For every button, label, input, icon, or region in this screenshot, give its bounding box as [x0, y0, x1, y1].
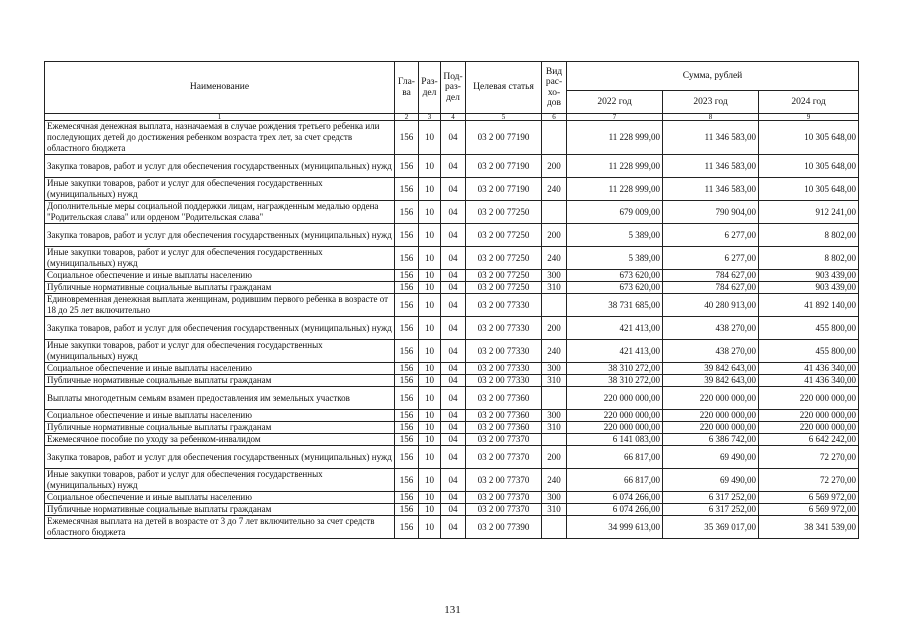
row-target: 03 2 00 77370: [466, 469, 542, 492]
table-row: [45, 434, 859, 446]
row-podrazdel: 04: [441, 201, 466, 224]
row-target: 03 2 00 77330: [466, 340, 542, 363]
row-name: Иные закупки товаров, работ и услуг для обеспечения государственных (муниципальных) нужд: [45, 247, 395, 270]
column-numbers-row: [45, 114, 859, 121]
row-target: 03 2 00 77250: [466, 247, 542, 270]
row-vid: 300: [542, 363, 567, 375]
row-amount-2023: 784 627,00: [663, 270, 759, 282]
row-amount-2023: 40 280 913,00: [663, 294, 759, 317]
row-target: 03 2 00 77250: [466, 224, 542, 247]
row-razdel: 10: [419, 410, 441, 422]
column-number: 8: [663, 114, 759, 121]
row-amount-2023: 220 000 000,00: [663, 422, 759, 434]
table-row: [45, 294, 859, 317]
row-vid: 240: [542, 469, 567, 492]
row-amount-2022: 220 000 000,00: [567, 387, 663, 410]
row-vid: 200: [542, 317, 567, 340]
row-name: Единовременная денежная выплата женщинам, родившим первого ребенка в возрасте от 18 до 25 лет включительно: [45, 294, 395, 317]
budget-table-container: [44, 61, 858, 539]
row-vid: [542, 201, 567, 224]
row-name: Закупка товаров, работ и услуг для обеспечения государственных (муниципальных) нужд: [45, 446, 395, 469]
row-amount-2023: 438 270,00: [663, 317, 759, 340]
row-razdel: 10: [419, 201, 441, 224]
row-razdel: 10: [419, 446, 441, 469]
row-amount-2022: 421 413,00: [567, 317, 663, 340]
table-row: [45, 247, 859, 270]
row-razdel: 10: [419, 434, 441, 446]
row-glava: 156: [395, 294, 419, 317]
column-number: 6: [542, 114, 567, 121]
row-razdel: 10: [419, 504, 441, 516]
row-amount-2024: 220 000 000,00: [759, 410, 859, 422]
row-amount-2022: 421 413,00: [567, 340, 663, 363]
row-amount-2022: 38 731 685,00: [567, 294, 663, 317]
row-name: Закупка товаров, работ и услуг для обеспечения государственных (муниципальных) нужд: [45, 317, 395, 340]
row-podrazdel: 04: [441, 504, 466, 516]
table-row: [45, 340, 859, 363]
row-target: 03 2 00 77360: [466, 387, 542, 410]
row-amount-2022: 220 000 000,00: [567, 410, 663, 422]
row-podrazdel: 04: [441, 155, 466, 178]
table-row: [45, 282, 859, 294]
table-row: [45, 155, 859, 178]
row-amount-2024: 912 241,00: [759, 201, 859, 224]
row-podrazdel: 04: [441, 340, 466, 363]
row-amount-2022: 6 141 083,00: [567, 434, 663, 446]
row-vid: [542, 294, 567, 317]
row-razdel: 10: [419, 294, 441, 317]
row-amount-2024: 8 802,00: [759, 224, 859, 247]
row-podrazdel: 04: [441, 492, 466, 504]
row-name: Публичные нормативные социальные выплаты гражданам: [45, 375, 395, 387]
row-amount-2024: 72 270,00: [759, 446, 859, 469]
row-amount-2022: 38 310 272,00: [567, 363, 663, 375]
row-target: 03 2 00 77360: [466, 410, 542, 422]
row-razdel: 10: [419, 121, 441, 155]
row-razdel: 10: [419, 516, 441, 539]
row-amount-2023: 6 317 252,00: [663, 504, 759, 516]
row-name: Выплаты многодетным семьям взамен предоставления им земельных участков: [45, 387, 395, 410]
row-target: 03 2 00 77370: [466, 434, 542, 446]
row-vid: 300: [542, 270, 567, 282]
row-razdel: 10: [419, 375, 441, 387]
row-glava: 156: [395, 516, 419, 539]
row-glava: 156: [395, 375, 419, 387]
row-razdel: 10: [419, 340, 441, 363]
header-podrazdel: Под-раз-дел: [441, 62, 466, 114]
row-name: Ежемесячная выплата на детей в возрасте от 3 до 7 лет включительно за счет средств областного бюджета: [45, 516, 395, 539]
row-razdel: 10: [419, 422, 441, 434]
table-row: [45, 516, 859, 539]
row-name: Иные закупки товаров, работ и услуг для обеспечения государственных (муниципальных) нужд: [45, 469, 395, 492]
row-podrazdel: 04: [441, 317, 466, 340]
row-vid: [542, 121, 567, 155]
row-glava: 156: [395, 340, 419, 363]
row-glava: 156: [395, 446, 419, 469]
row-name: Социальное обеспечение и иные выплаты населению: [45, 492, 395, 504]
row-amount-2024: 10 305 648,00: [759, 155, 859, 178]
row-name: Социальное обеспечение и иные выплаты населению: [45, 270, 395, 282]
row-amount-2023: 784 627,00: [663, 282, 759, 294]
row-podrazdel: 04: [441, 446, 466, 469]
table-row: [45, 410, 859, 422]
row-target: 03 2 00 77190: [466, 155, 542, 178]
row-glava: 156: [395, 282, 419, 294]
row-vid: 200: [542, 155, 567, 178]
table-row: [45, 422, 859, 434]
row-name: Ежемесячная денежная выплата, назначаемая в случае рождения третьего ребенка или последующих детей до достижения ребенком возраста трех лет, за счет средств областного бюджета: [45, 121, 395, 155]
row-vid: 240: [542, 247, 567, 270]
row-podrazdel: 04: [441, 469, 466, 492]
column-number: 4: [441, 114, 466, 121]
row-glava: 156: [395, 201, 419, 224]
row-name: Публичные нормативные социальные выплаты гражданам: [45, 282, 395, 294]
row-vid: 300: [542, 410, 567, 422]
table-row: [45, 317, 859, 340]
row-amount-2022: 6 074 266,00: [567, 504, 663, 516]
table-header: [45, 62, 859, 121]
row-vid: 300: [542, 492, 567, 504]
row-amount-2022: 6 074 266,00: [567, 492, 663, 504]
header-year-2023: 2023 год: [663, 91, 759, 114]
row-vid: 310: [542, 375, 567, 387]
row-razdel: 10: [419, 282, 441, 294]
row-amount-2024: 6 642 242,00: [759, 434, 859, 446]
row-razdel: 10: [419, 387, 441, 410]
row-glava: 156: [395, 363, 419, 375]
row-target: 03 2 00 77250: [466, 201, 542, 224]
row-podrazdel: 04: [441, 516, 466, 539]
row-glava: 156: [395, 247, 419, 270]
table-row: [45, 224, 859, 247]
table-row: [45, 446, 859, 469]
row-razdel: 10: [419, 224, 441, 247]
row-razdel: 10: [419, 492, 441, 504]
row-glava: 156: [395, 178, 419, 201]
row-razdel: 10: [419, 469, 441, 492]
row-amount-2022: 5 389,00: [567, 247, 663, 270]
row-name: Социальное обеспечение и иные выплаты населению: [45, 410, 395, 422]
row-vid: [542, 387, 567, 410]
row-amount-2024: 38 341 539,00: [759, 516, 859, 539]
row-amount-2022: 5 389,00: [567, 224, 663, 247]
row-target: 03 2 00 77370: [466, 446, 542, 469]
row-target: 03 2 00 77370: [466, 504, 542, 516]
row-glava: 156: [395, 224, 419, 247]
row-amount-2022: 673 620,00: [567, 270, 663, 282]
row-vid: 310: [542, 282, 567, 294]
row-glava: 156: [395, 155, 419, 178]
row-target: 03 2 00 77330: [466, 375, 542, 387]
row-name: Дополнительные меры социальной поддержки лицам, награжденным медалью ордена "Родительская слава" или орденом "Родительская слава": [45, 201, 395, 224]
row-amount-2024: 10 305 648,00: [759, 178, 859, 201]
row-podrazdel: 04: [441, 224, 466, 247]
row-glava: 156: [395, 469, 419, 492]
column-number: 9: [759, 114, 859, 121]
row-amount-2023: 438 270,00: [663, 340, 759, 363]
table-row: [45, 387, 859, 410]
table-row: [45, 270, 859, 282]
row-podrazdel: 04: [441, 422, 466, 434]
row-amount-2024: 6 569 972,00: [759, 504, 859, 516]
table-row: [45, 469, 859, 492]
row-amount-2023: 39 842 643,00: [663, 375, 759, 387]
header-vid: Вид рас-хо-дов: [542, 62, 567, 114]
table-row: [45, 201, 859, 224]
row-vid: 200: [542, 224, 567, 247]
header-year-2024: 2024 год: [759, 91, 859, 114]
row-amount-2022: 11 228 999,00: [567, 121, 663, 155]
row-amount-2023: 220 000 000,00: [663, 387, 759, 410]
row-amount-2023: 6 317 252,00: [663, 492, 759, 504]
column-number: 1: [45, 114, 395, 121]
column-number: 7: [567, 114, 663, 121]
row-razdel: 10: [419, 247, 441, 270]
row-amount-2024: 72 270,00: [759, 469, 859, 492]
row-podrazdel: 04: [441, 363, 466, 375]
table-row: [45, 178, 859, 201]
row-amount-2023: 69 490,00: [663, 446, 759, 469]
row-target: 03 2 00 77330: [466, 363, 542, 375]
row-razdel: 10: [419, 363, 441, 375]
row-glava: 156: [395, 434, 419, 446]
row-vid: 310: [542, 504, 567, 516]
row-name: Закупка товаров, работ и услуг для обеспечения государственных (муниципальных) нужд: [45, 224, 395, 247]
row-amount-2024: 455 800,00: [759, 317, 859, 340]
row-amount-2022: 673 620,00: [567, 282, 663, 294]
row-amount-2024: 903 439,00: [759, 270, 859, 282]
row-glava: 156: [395, 387, 419, 410]
header-sum: Сумма, рублей: [567, 62, 859, 91]
row-glava: 156: [395, 270, 419, 282]
row-target: 03 2 00 77360: [466, 422, 542, 434]
row-vid: 310: [542, 422, 567, 434]
row-amount-2023: 6 386 742,00: [663, 434, 759, 446]
row-glava: 156: [395, 121, 419, 155]
row-vid: [542, 434, 567, 446]
row-glava: 156: [395, 504, 419, 516]
header-razdel: Раз-дел: [419, 62, 441, 114]
row-glava: 156: [395, 422, 419, 434]
row-vid: 240: [542, 340, 567, 363]
header-name: Наименование: [45, 62, 395, 114]
row-razdel: 10: [419, 270, 441, 282]
row-amount-2024: 220 000 000,00: [759, 387, 859, 410]
row-target: 03 2 00 77330: [466, 317, 542, 340]
row-amount-2023: 69 490,00: [663, 469, 759, 492]
table-row: [45, 504, 859, 516]
row-amount-2023: 11 346 583,00: [663, 121, 759, 155]
row-amount-2023: 35 369 017,00: [663, 516, 759, 539]
row-amount-2022: 220 000 000,00: [567, 422, 663, 434]
row-amount-2022: 66 817,00: [567, 446, 663, 469]
row-podrazdel: 04: [441, 121, 466, 155]
row-name: Иные закупки товаров, работ и услуг для обеспечения государственных (муниципальных) нужд: [45, 178, 395, 201]
row-target: 03 2 00 77390: [466, 516, 542, 539]
row-amount-2022: 38 310 272,00: [567, 375, 663, 387]
row-amount-2024: 8 802,00: [759, 247, 859, 270]
row-podrazdel: 04: [441, 434, 466, 446]
row-podrazdel: 04: [441, 375, 466, 387]
row-target: 03 2 00 77190: [466, 121, 542, 155]
row-amount-2024: 41 436 340,00: [759, 375, 859, 387]
header-glava: Гла-ва: [395, 62, 419, 114]
row-podrazdel: 04: [441, 387, 466, 410]
row-amount-2023: 39 842 643,00: [663, 363, 759, 375]
row-podrazdel: 04: [441, 178, 466, 201]
row-name: Иные закупки товаров, работ и услуг для обеспечения государственных (муниципальных) нужд: [45, 340, 395, 363]
row-name: Ежемесячное пособие по уходу за ребенком-инвалидом: [45, 434, 395, 446]
row-amount-2024: 6 569 972,00: [759, 492, 859, 504]
row-razdel: 10: [419, 317, 441, 340]
row-amount-2024: 220 000 000,00: [759, 422, 859, 434]
row-podrazdel: 04: [441, 294, 466, 317]
budget-table: [44, 61, 859, 539]
row-glava: 156: [395, 317, 419, 340]
table-row: [45, 492, 859, 504]
table-body: [45, 121, 859, 539]
row-amount-2022: 34 999 613,00: [567, 516, 663, 539]
row-razdel: 10: [419, 155, 441, 178]
row-vid: 200: [542, 446, 567, 469]
row-amount-2024: 10 305 648,00: [759, 121, 859, 155]
header-year-2022: 2022 год: [567, 91, 663, 114]
row-glava: 156: [395, 492, 419, 504]
row-name: Публичные нормативные социальные выплаты гражданам: [45, 504, 395, 516]
header-target: Целевая статья: [466, 62, 542, 114]
row-amount-2023: 11 346 583,00: [663, 155, 759, 178]
row-target: 03 2 00 77370: [466, 492, 542, 504]
row-amount-2024: 41 892 140,00: [759, 294, 859, 317]
row-amount-2022: 679 009,00: [567, 201, 663, 224]
row-amount-2023: 6 277,00: [663, 247, 759, 270]
row-amount-2022: 11 228 999,00: [567, 155, 663, 178]
row-podrazdel: 04: [441, 410, 466, 422]
row-amount-2022: 11 228 999,00: [567, 178, 663, 201]
row-vid: [542, 516, 567, 539]
row-amount-2023: 6 277,00: [663, 224, 759, 247]
row-target: 03 2 00 77190: [466, 178, 542, 201]
row-amount-2023: 11 346 583,00: [663, 178, 759, 201]
row-podrazdel: 04: [441, 247, 466, 270]
column-number: 2: [395, 114, 419, 121]
page-number: 131: [444, 604, 461, 616]
row-podrazdel: 04: [441, 282, 466, 294]
row-amount-2023: 790 904,00: [663, 201, 759, 224]
row-target: 03 2 00 77250: [466, 270, 542, 282]
table-row: [45, 375, 859, 387]
row-amount-2023: 220 000 000,00: [663, 410, 759, 422]
row-name: Закупка товаров, работ и услуг для обеспечения государственных (муниципальных) нужд: [45, 155, 395, 178]
column-number: 5: [466, 114, 542, 121]
row-name: Социальное обеспечение и иные выплаты населению: [45, 363, 395, 375]
row-name: Публичные нормативные социальные выплаты гражданам: [45, 422, 395, 434]
table-row: [45, 121, 859, 155]
row-target: 03 2 00 77250: [466, 282, 542, 294]
row-razdel: 10: [419, 178, 441, 201]
row-target: 03 2 00 77330: [466, 294, 542, 317]
table-row: [45, 363, 859, 375]
row-amount-2024: 41 436 340,00: [759, 363, 859, 375]
column-number: 3: [419, 114, 441, 121]
row-vid: 240: [542, 178, 567, 201]
row-amount-2024: 903 439,00: [759, 282, 859, 294]
row-podrazdel: 04: [441, 270, 466, 282]
row-amount-2022: 66 817,00: [567, 469, 663, 492]
row-glava: 156: [395, 410, 419, 422]
row-amount-2024: 455 800,00: [759, 340, 859, 363]
